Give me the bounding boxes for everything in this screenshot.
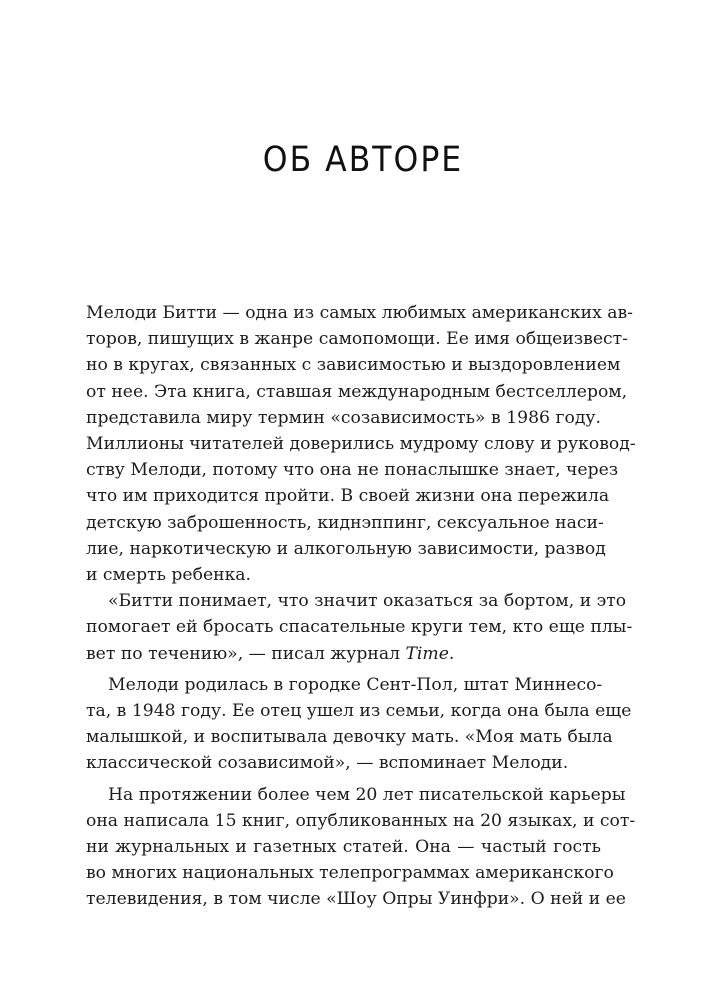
magazine-name: Time: [405, 643, 449, 664]
text-fragment: вет по течению», — писал журнал: [86, 643, 406, 664]
text-line: детскую заброшенность, киднэппинг, сексуальное наси-: [86, 512, 604, 533]
text-line: Мелоди родилась в городке Сент-Пол, штат Миннесо-: [108, 674, 603, 695]
text-line: Миллионы читателей доверились мудрому слову и руковод-: [86, 434, 636, 455]
text-line: телевидения, в том числе «Шоу Опры Уинфри». О ней и ее: [86, 889, 626, 910]
text-line: классической созависимой», — вспоминает Мелоди.: [86, 753, 569, 774]
text-line: та, в 1948 году. Ее отец ушел из семьи, когда она была еще: [86, 701, 632, 722]
text-line: На протяжении более чем 20 лет писательской карьеры: [108, 784, 626, 805]
paragraph-4: [86, 782, 636, 913]
text-line: во многих национальных телепрограммах американского: [86, 863, 614, 884]
text-line: ни журнальных и газетных статей. Она — частый гость: [86, 837, 601, 858]
text-line: но в кругах, связанных с зависимостью и выздоровлением: [86, 355, 621, 376]
text-line: лие, наркотическую и алкогольную зависимости, развод: [86, 538, 606, 559]
text-line: «Битти понимает, что значит оказаться за бортом, и это: [108, 591, 627, 612]
text-line: ству Мелоди, потому что она не понаслышке знает, через: [86, 460, 619, 481]
page-title: ОБ АВТОРЕ: [262, 140, 464, 180]
paragraph-1: [86, 300, 636, 588]
text-fragment: .: [448, 643, 455, 664]
paragraph-3: [86, 672, 632, 777]
text-line: Мелоди Битти — одна из самых любимых американских ав-: [86, 303, 633, 323]
text-line: малышкой, и воспитывала девочку мать. «Моя мать была: [86, 727, 613, 748]
text-line: от нее. Эта книга, ставшая международным бестселлером,: [86, 381, 628, 402]
paragraph-2: [86, 588, 633, 667]
author-bio-text: [86, 300, 636, 913]
text-line: что им приходится пройти. В своей жизни она пережила: [86, 486, 610, 507]
text-line: [86, 641, 601, 667]
text-line: торов, пишущих в жанре самопомощи. Ее имя общеизвест-: [86, 329, 628, 350]
text-line: она написала 15 книг, опубликованных на 20 языках, и сот-: [86, 810, 636, 831]
text-line: представила миру термин «созависимость» в 1986 году.: [86, 407, 601, 428]
text-line: помогает ей бросать спасательные круги тем, кто еще плы-: [86, 617, 633, 638]
text-line: и смерть ребенка.: [86, 565, 252, 586]
